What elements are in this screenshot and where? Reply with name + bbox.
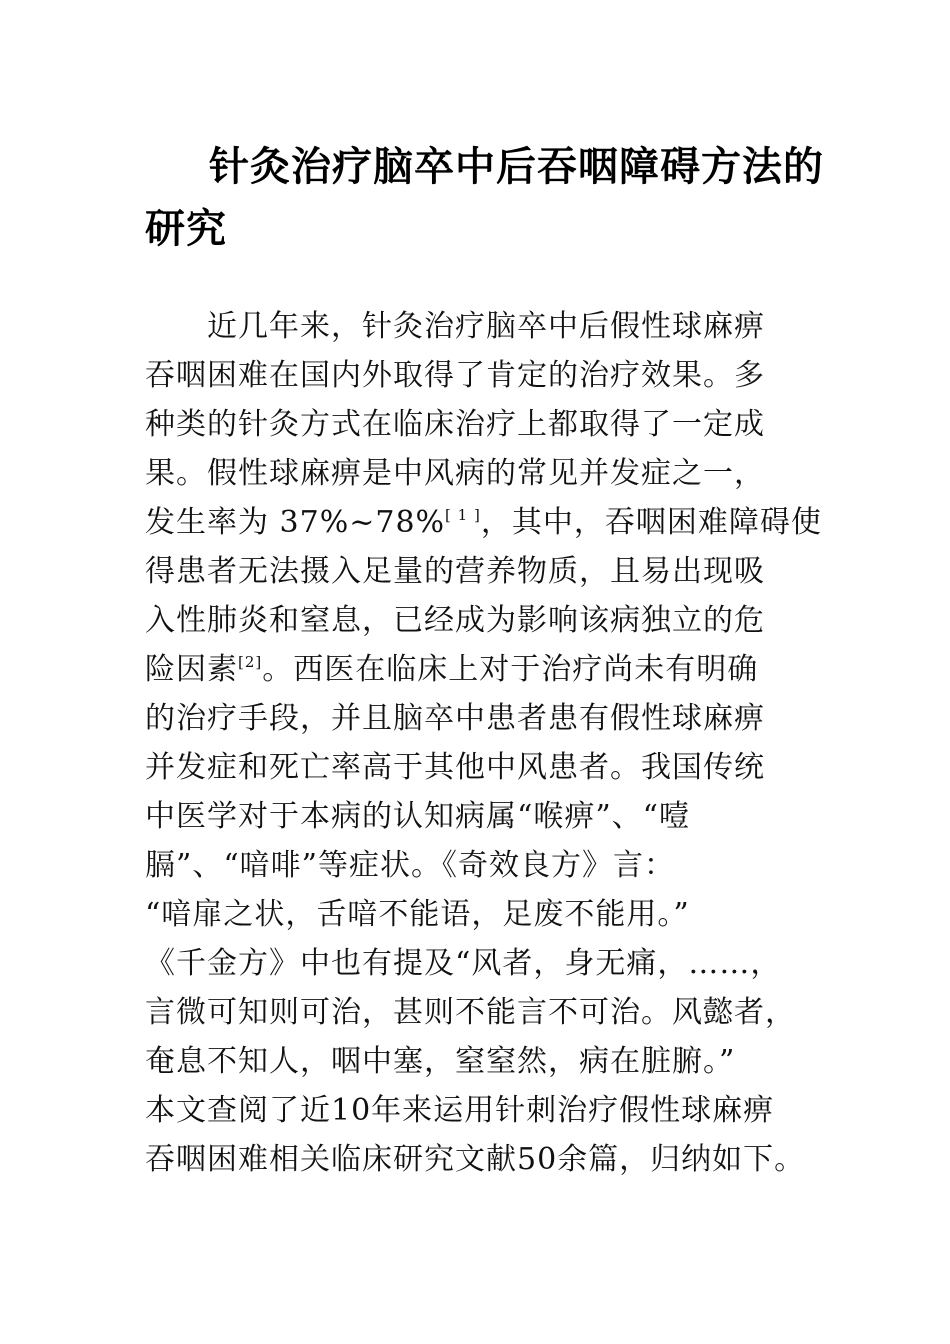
text-line	[145, 498, 845, 547]
text-segment: 种类的针灸方式在临床治疗上都取得了一定成	[145, 407, 765, 442]
text-line	[145, 1086, 845, 1135]
text-line	[145, 988, 845, 1037]
text-line	[145, 449, 845, 498]
text-line	[145, 596, 845, 645]
text-segment: 。西医在临床上对于治疗尚未有明确	[262, 652, 759, 687]
text-segment: 并发症和死亡率高于其他中风患者。我国传统	[145, 750, 765, 785]
text-segment: 果。假性球麻痹是中风病的常见并发症之一，	[145, 456, 765, 491]
text-segment: 入性肺炎和窒息，已经成为影响该病独立的危	[145, 603, 765, 638]
text-segment: 吞咽困难相关临床研究文献50余篇，归纳如下。	[145, 1142, 806, 1177]
body-paragraph	[145, 302, 845, 1184]
text-segment: 发生率为 37%~78%	[145, 505, 446, 540]
text-line	[145, 792, 845, 841]
text-line	[145, 939, 845, 988]
citation-marker: [2]	[238, 653, 263, 671]
text-line	[145, 1037, 845, 1086]
text-segment: 吞咽困难在国内外取得了肯定的治疗效果。多	[145, 358, 765, 393]
text-segment: 本文查阅了近10年来运用针刺治疗假性球麻痹	[145, 1093, 775, 1128]
document-title: 针灸治疗脑卒中后吞咽障碍方法的研究	[145, 144, 824, 252]
text-segment: 《千金方》中也有提及“风者，身无痛，……，	[145, 946, 782, 981]
text-line	[145, 694, 845, 743]
text-line	[145, 1135, 845, 1184]
text-segment: 中医学对于本病的认知病属“喉痹”、“噎	[145, 799, 691, 834]
text-segment: 奄息不知人，咽中塞，窒窒然，病在脏腑。”	[145, 1044, 736, 1079]
text-segment: “喑扉之状，舌喑不能语，足废不能用。”	[145, 897, 690, 932]
text-segment: ，其中，吞咽困难障碍使	[480, 505, 822, 540]
text-segment: 得患者无法摄入足量的营养物质，且易出现吸	[145, 554, 765, 589]
text-line	[145, 400, 845, 449]
text-line	[145, 890, 845, 939]
text-segment: 膈”、“喑啡”等症状。《奇效良方》言：	[145, 848, 676, 883]
text-line	[145, 302, 845, 351]
text-segment: 险因素	[145, 652, 238, 687]
text-segment: 的治疗手段，并且脑卒中患者患有假性球麻痹	[145, 701, 765, 736]
text-line	[145, 351, 845, 400]
citation-marker: [ 1 ]	[445, 506, 481, 524]
text-segment: 近几年来，针灸治疗脑卒中后假性球麻痹	[207, 309, 765, 344]
text-line	[145, 841, 845, 890]
text-line	[145, 743, 845, 792]
text-line	[145, 645, 845, 694]
text-segment: 言微可知则可治，甚则不能言不可治。风懿者，	[145, 995, 796, 1030]
text-line	[145, 547, 845, 596]
